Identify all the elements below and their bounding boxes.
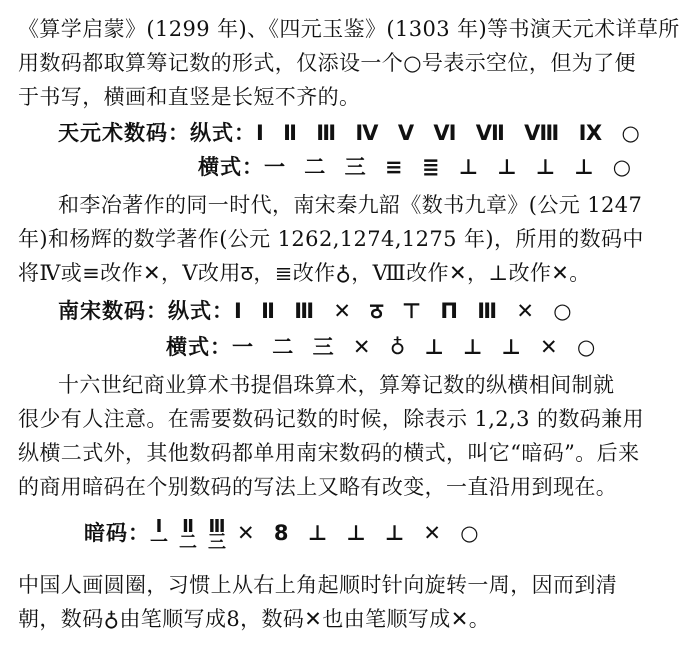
tianyuan-horizontal-digits: 一 二 三 ≡ ≣ ⊥ ⊥ ⊥ ⊥ ○ <box>264 155 638 179</box>
paragraph-1-line-3: 于书写，横画和直竖是长短不齐的。 <box>18 85 361 109</box>
tianyuan-horizontal-row <box>198 152 637 182</box>
paragraph-3-line-1: 十六世纪商业算术书提倡珠算术，算筹记数的纵横相间制就 <box>58 373 615 397</box>
anma-stack-1 <box>150 515 169 553</box>
tianyuan-vertical-row <box>58 118 646 148</box>
paragraph-2-line-3: 将Ⅳ或≡改作✕，Ⅴ改用ठ，≣改作♁，Ⅷ改作✕，⊥改作✕。 <box>18 261 591 285</box>
anma-stack-2-top: Ⅱ <box>182 515 195 537</box>
paragraph-3-line-4: 的商用暗码在个别数码的写法上又略有改变，一直沿用到现在。 <box>18 475 618 499</box>
anma-rest-digits: ✕ 8 ⊥ ⊥ ⊥ ✕ ○ <box>237 521 485 545</box>
tianyuan-vertical-digits: Ⅰ Ⅱ Ⅲ Ⅳ Ⅴ Ⅵ Ⅶ Ⅷ Ⅸ ○ <box>256 121 646 145</box>
anma-stack-2 <box>179 515 198 553</box>
paragraph-3-line-3: 纵横二式外，其他数码都单用南宋数码的横式，叫它“暗码”。后来 <box>18 441 640 465</box>
anma-stack-2-bottom: 二 <box>179 531 198 553</box>
paragraph-2-line-1: 和李冶著作的同一时代，南宋秦九韶《数书九章》(公元 1247 <box>58 193 643 217</box>
paragraph-3-line-2: 很少有人注意。在需要数码记数的时候，除表示 1,2,3 的数码兼用 <box>18 407 644 431</box>
anma-stack-1-top: Ⅰ <box>155 515 164 537</box>
paragraph-4-line-2: 朝，数码♁由笔顺写成8，数码✕也由笔顺写成✕。 <box>18 607 491 631</box>
nansong-vertical-label: 南宋数码：纵式： <box>58 298 234 323</box>
anma-stack-3-bottom: 三 <box>208 531 227 553</box>
anma-row <box>84 515 485 553</box>
anma-stack-3-top: Ⅲ <box>208 515 227 537</box>
paragraph-4-line-1: 中国人画圆圈，习惯上从右上角起顺时针向旋转一周，因而到清 <box>18 573 618 597</box>
nansong-horizontal-row <box>166 332 601 362</box>
tianyuan-horizontal-label: 横式： <box>198 154 264 179</box>
paragraph-1-line-2: 用数码都取算筹记数的形式，仅添设一个○号表示空位，但为了便 <box>18 51 636 75</box>
nansong-vertical-digits: Ⅰ Ⅱ Ⅲ ✕ ठ ⊤ Π Ⅲ ✕ ○ <box>234 299 578 323</box>
nansong-horizontal-digits: 一 二 三 ✕ ♁ ⊥ ⊥ ⊥ ✕ ○ <box>232 335 602 359</box>
paragraph-1-line-1: 《算学启蒙》(1299 年)、《四元玉鉴》(1303 年)等书演天元术详草所 <box>18 17 680 41</box>
tianyuan-vertical-label: 天元术数码：纵式： <box>58 120 256 145</box>
nansong-vertical-row <box>58 296 578 326</box>
anma-label: 暗码： <box>84 520 150 545</box>
nansong-horizontal-label: 横式： <box>166 334 232 359</box>
paragraph-2-line-2: 年)和杨辉的数学著作(公元 1262,1274,1275 年)，所用的数码中 <box>18 227 644 251</box>
anma-stack-3 <box>208 515 227 553</box>
anma-stack-1-bottom: 一 <box>150 531 169 553</box>
